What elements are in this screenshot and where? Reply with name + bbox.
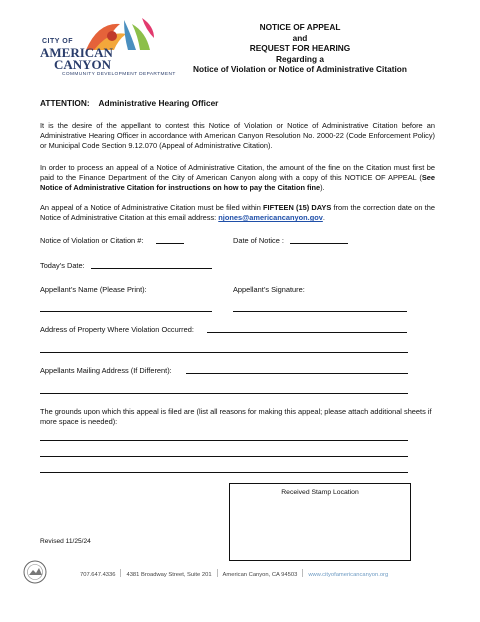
paragraph-deadline: An appeal of a Notice of Administrative Citation must be filed within FIFTEEN (15) DAYS from the correction date on the Notice of Administrative Citation at this email address: njones@americancanyon.gov. (40, 203, 435, 223)
appellant-name-label: Appellant’s Name (Please Print): (40, 285, 147, 294)
appellant-signature-label: Appellant’s Signature: (233, 285, 305, 294)
citation-number-label: Notice of Violation or Citation #: (40, 236, 144, 245)
city-seal-icon (23, 560, 47, 584)
stamp-label: Received Stamp Location (281, 489, 359, 496)
paragraph-payment: In order to process an appeal of a Notice of Administrative Citation, the amount of the fine on the Citation must first be paid to the Finance Department of the City of American Canyon along with a copy of this NOTICE OF APPEAL (See Notice of Administrative Citation for instructions on how to pay the Citation fine). (40, 163, 435, 193)
property-address-field-line2[interactable] (40, 352, 408, 353)
grounds-label: The grounds upon which this appeal is filed are (list all reasons for making this appeal; please attach additional sheets if more space is needed): (40, 407, 432, 427)
grounds-field-line3[interactable] (40, 472, 408, 473)
footer-city: American Canyon, CA 94503 (222, 572, 298, 578)
page-title: NOTICE OF APPEAL and REQUEST FOR HEARING Regarding a Notice of Violation or Notice of Administrative Citation (193, 22, 407, 74)
footer-contact (80, 569, 388, 578)
footer-phone: 707.647.4336 (80, 572, 116, 578)
mailing-address-field[interactable] (186, 373, 408, 374)
revised-date: Revised 11/25/24 (40, 538, 91, 545)
todays-date-field[interactable] (91, 268, 212, 269)
todays-date-label: Today’s Date: (40, 261, 85, 270)
mailing-address-field-line2[interactable] (40, 393, 408, 394)
citation-number-field[interactable] (156, 243, 184, 244)
grounds-field-line1[interactable] (40, 440, 408, 441)
mailing-address-label: Appellants Mailing Address (If Different): (40, 366, 172, 375)
appellant-signature-field[interactable] (233, 311, 407, 312)
date-of-notice-field[interactable] (290, 243, 348, 244)
footer-street: 4381 Broadway Street, Suite 201 (126, 572, 212, 578)
email-link[interactable]: njones@americancanyon.gov (218, 213, 323, 223)
attention-line: ATTENTION: Administrative Hearing Officer (40, 98, 219, 108)
property-address-field[interactable] (207, 332, 407, 333)
footer-website-link[interactable]: www.cityofamericancanyon.org (308, 572, 389, 578)
logo-department-text: COMMUNITY DEVELOPMENT DEPARTMENT (62, 72, 176, 77)
city-logo (40, 16, 176, 80)
appellant-name-field[interactable] (40, 311, 212, 312)
paragraph-intro: It is the desire of the appellant to contest this Notice of Violation or Notice of Administrative Citation before an Administrative Hearing Officer in accordance with American Canyon Resolution No. 2000-22 (Code Enforcement Policy) or Municipal Code Section 9.12.070 (Appeal of Administrative Citation). (40, 121, 435, 151)
property-address-label: Address of Property Where Violation Occurred: (40, 325, 194, 334)
grounds-field-line2[interactable] (40, 456, 408, 457)
received-stamp-box (229, 483, 411, 561)
date-of-notice-label: Date of Notice : (233, 236, 284, 245)
logo-city-text: CITY OF (42, 38, 73, 45)
logo-name-text: AMERICAN CANYON (40, 45, 113, 72)
